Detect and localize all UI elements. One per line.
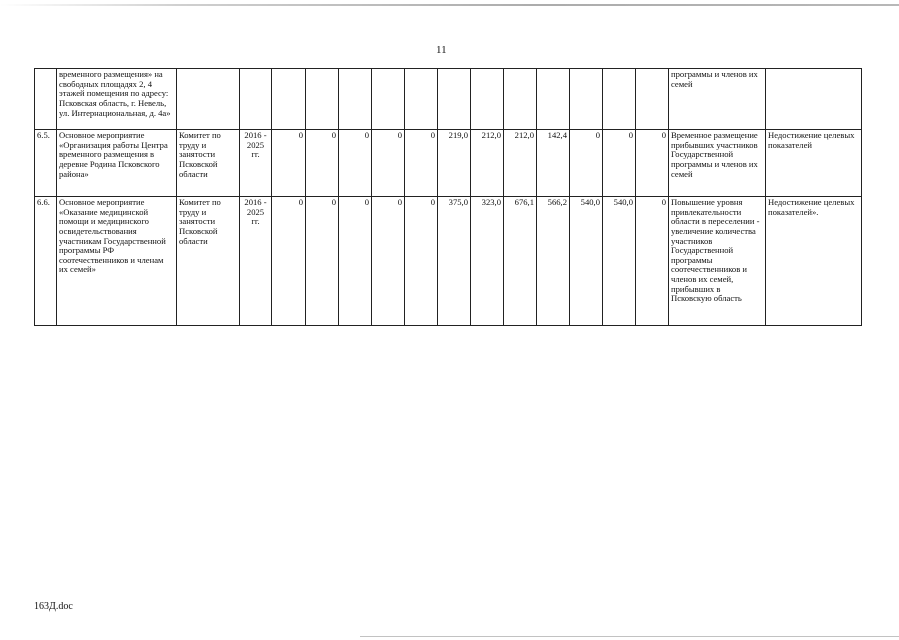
period: 2016 - 2025 гг. xyxy=(240,197,272,326)
consequence: Недостижение целевых показателей». xyxy=(766,197,862,326)
value-cell: 0 xyxy=(570,130,603,197)
value-cell: 0 xyxy=(306,130,339,197)
value-cell: 676,1 xyxy=(504,197,537,326)
value-cell: 0 xyxy=(339,130,372,197)
value-cell xyxy=(438,69,471,130)
value-cell xyxy=(405,69,438,130)
value-cell xyxy=(636,69,669,130)
value-cell: 0 xyxy=(603,130,636,197)
value-cell xyxy=(537,69,570,130)
executor: Комитет по труду и занятости Псковской области xyxy=(177,130,240,197)
value-cell: 0 xyxy=(306,197,339,326)
expected-result: Повышение уровня привлекательности области в переселении - увеличение количества участников Государственной программы соотечественников и членов их семей, прибывших в Псковскую область xyxy=(669,197,766,326)
value-cell: 0 xyxy=(405,130,438,197)
value-cell: 0 xyxy=(372,130,405,197)
expected-result: Временное размещение прибывших участников Государственной программы и членов их семей xyxy=(669,130,766,197)
row-number: 6.5. xyxy=(35,130,57,197)
table-row xyxy=(35,69,862,130)
value-cell: 0 xyxy=(636,130,669,197)
footer-filename: 163Д.doc xyxy=(34,601,73,612)
period: 2016 - 2025 гг. xyxy=(240,130,272,197)
value-cell: 0 xyxy=(636,197,669,326)
scan-edge-bottom xyxy=(360,636,899,637)
measure-name: Основное мероприятие «Оказание медицинской помощи и медицинского освидетельствования участникам Государственной программы РФ соотечественников и членам их семей» xyxy=(57,197,177,326)
table-row xyxy=(35,197,862,326)
expected-result: программы и членов их семей xyxy=(669,69,766,130)
value-cell xyxy=(372,69,405,130)
period xyxy=(240,69,272,130)
executor xyxy=(177,69,240,130)
value-cell: 0 xyxy=(272,130,306,197)
value-cell: 0 xyxy=(339,197,372,326)
value-cell: 219,0 xyxy=(438,130,471,197)
value-cell xyxy=(471,69,504,130)
row-number: 6.6. xyxy=(35,197,57,326)
value-cell: 212,0 xyxy=(504,130,537,197)
value-cell: 540,0 xyxy=(603,197,636,326)
value-cell: 0 xyxy=(372,197,405,326)
scan-edge-top xyxy=(0,4,899,6)
measure-name: Основное мероприятие «Организация работы Центра временного размещения в деревне Родина Псковского района» xyxy=(57,130,177,197)
page-number: 11 xyxy=(436,44,447,56)
value-cell: 566,2 xyxy=(537,197,570,326)
value-cell: 212,0 xyxy=(471,130,504,197)
value-cell: 0 xyxy=(405,197,438,326)
value-cell: 375,0 xyxy=(438,197,471,326)
value-cell xyxy=(306,69,339,130)
value-cell xyxy=(570,69,603,130)
executor: Комитет по труду и занятости Псковской области xyxy=(177,197,240,326)
consequence: Недостижение целевых показателей xyxy=(766,130,862,197)
value-cell: 142,4 xyxy=(537,130,570,197)
value-cell xyxy=(339,69,372,130)
consequence xyxy=(766,69,862,130)
value-cell xyxy=(603,69,636,130)
value-cell xyxy=(504,69,537,130)
row-number xyxy=(35,69,57,130)
value-cell: 0 xyxy=(272,197,306,326)
value-cell xyxy=(272,69,306,130)
table-row xyxy=(35,130,862,197)
value-cell: 323,0 xyxy=(471,197,504,326)
measure-name: временного размещения» на свободных площадях 2, 4 этажей помещения по адресу: Псковская область, г. Невель, ул. Интернациональная, д. 4а» xyxy=(57,69,177,130)
program-measures-table xyxy=(34,68,862,326)
value-cell: 540,0 xyxy=(570,197,603,326)
